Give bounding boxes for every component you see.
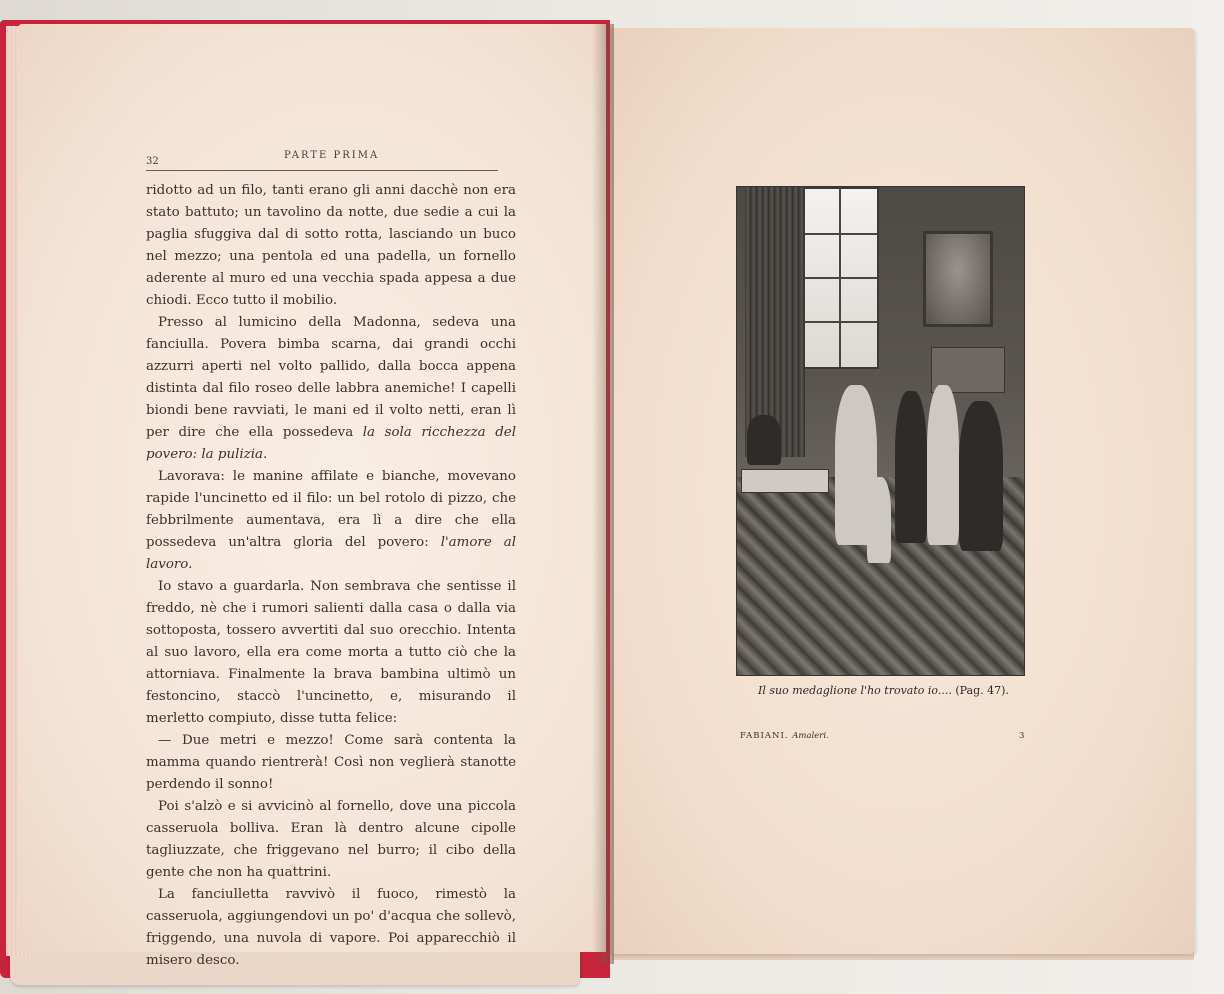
- paragraph-text: Lavorava: le manine affilate e bianche, movevano rapide l'uncinetto ed il filo: un bel rotolo di pizzo, che febbrilmente aumentava, era lì a dire che ella possedeva un'altra gloria del povero:: [146, 469, 516, 550]
- signature-number: 3: [1019, 731, 1025, 741]
- paragraph: — Due metri e mezzo! Come sarà contenta la mamma quando rientrerà! Così non veglierà stanotte perdendo il sonno!: [146, 733, 516, 792]
- man-figure: [895, 391, 927, 543]
- signature-author: FABIANI.: [740, 731, 789, 741]
- italic-phrase: l'amore al lavoro.: [146, 535, 517, 572]
- illustration-caption: [758, 684, 1018, 697]
- paragraph: [146, 312, 516, 466]
- caption-page-ref: (Pag. 47).: [955, 684, 1009, 697]
- signature-title: Amaleri.: [792, 731, 829, 741]
- paragraph: [146, 466, 516, 576]
- running-head: [146, 150, 498, 171]
- group-figure: [959, 401, 1003, 551]
- window: [803, 187, 879, 369]
- window-transom: [805, 233, 877, 235]
- seated-man-figure: [747, 415, 781, 465]
- body-text: [146, 180, 516, 972]
- table: [741, 469, 829, 493]
- paragraph: La fanciulletta ravvivò il fuoco, rimestò la casseruola, aggiungendovi un po' d'acqua che sollevò, friggendo, una nuvola di vapore. Poi apparecchiò il misero desco.: [146, 887, 516, 968]
- paragraph-text: Presso al lumicino della Madonna, sedeva una fanciulla. Povera bimba scarna, dai grandi occhi azzurri aperti nel volto pallido, dalla bocca appena distinta dal filo roseo delle labbra anemiche! I capelli biondi bene ravviati, le mani ed il volto netti, eran lì per dire che ella possedeva: [146, 315, 516, 440]
- paragraph: Io stavo a guardarla. Non sembrava che sentisse il freddo, nè che i rumori salienti dalla casa o dalla via sottoposta, tossero avvertiti dal suo orecchio. Intenta al suo lavoro, ella era come morta a tutto ciò che la attorniava. Finalmente la brava bambina ultimò un festoncino, staccò l'uncinetto, e, misurando il merletto compiuto, disse tutta felice:: [146, 579, 516, 726]
- printer-signature: [740, 731, 829, 741]
- window-transom: [805, 321, 877, 323]
- caption-text: Il suo medaglione l'ho trovato io....: [758, 684, 952, 697]
- window-transom: [805, 277, 877, 279]
- paragraph: Poi s'alzò e si avvicinò al fornello, dove una piccola casseruola bolliva. Eran là dentro alcune cipolle tagliuzzate, che friggevano nel burro; il cibo della gente che non ha quattrini.: [146, 799, 516, 880]
- man-figure: [927, 385, 959, 545]
- portrait-frame: [923, 231, 993, 327]
- italic-phrase: la sola ricchezza del povero: la pulizia.: [146, 425, 516, 462]
- engraving-illustration: [736, 186, 1025, 676]
- running-title: PARTE PRIMA: [284, 150, 380, 161]
- paragraph: ridotto ad un filo, tanti erano gli anni dacchè non era stato battuto; un tavolino da notte, due sedie a cui la paglia sfuggiva dal di sotto rotta, lasciando un buco nel mezzo; una pentola ed una padella, un fornello aderente al muro ed una vecchia spada appesa a due chiodi. Ecco tutto il mobilio.: [146, 183, 516, 308]
- book-gutter: [592, 24, 614, 964]
- child-figure: [867, 477, 891, 563]
- page-number: 32: [146, 156, 159, 167]
